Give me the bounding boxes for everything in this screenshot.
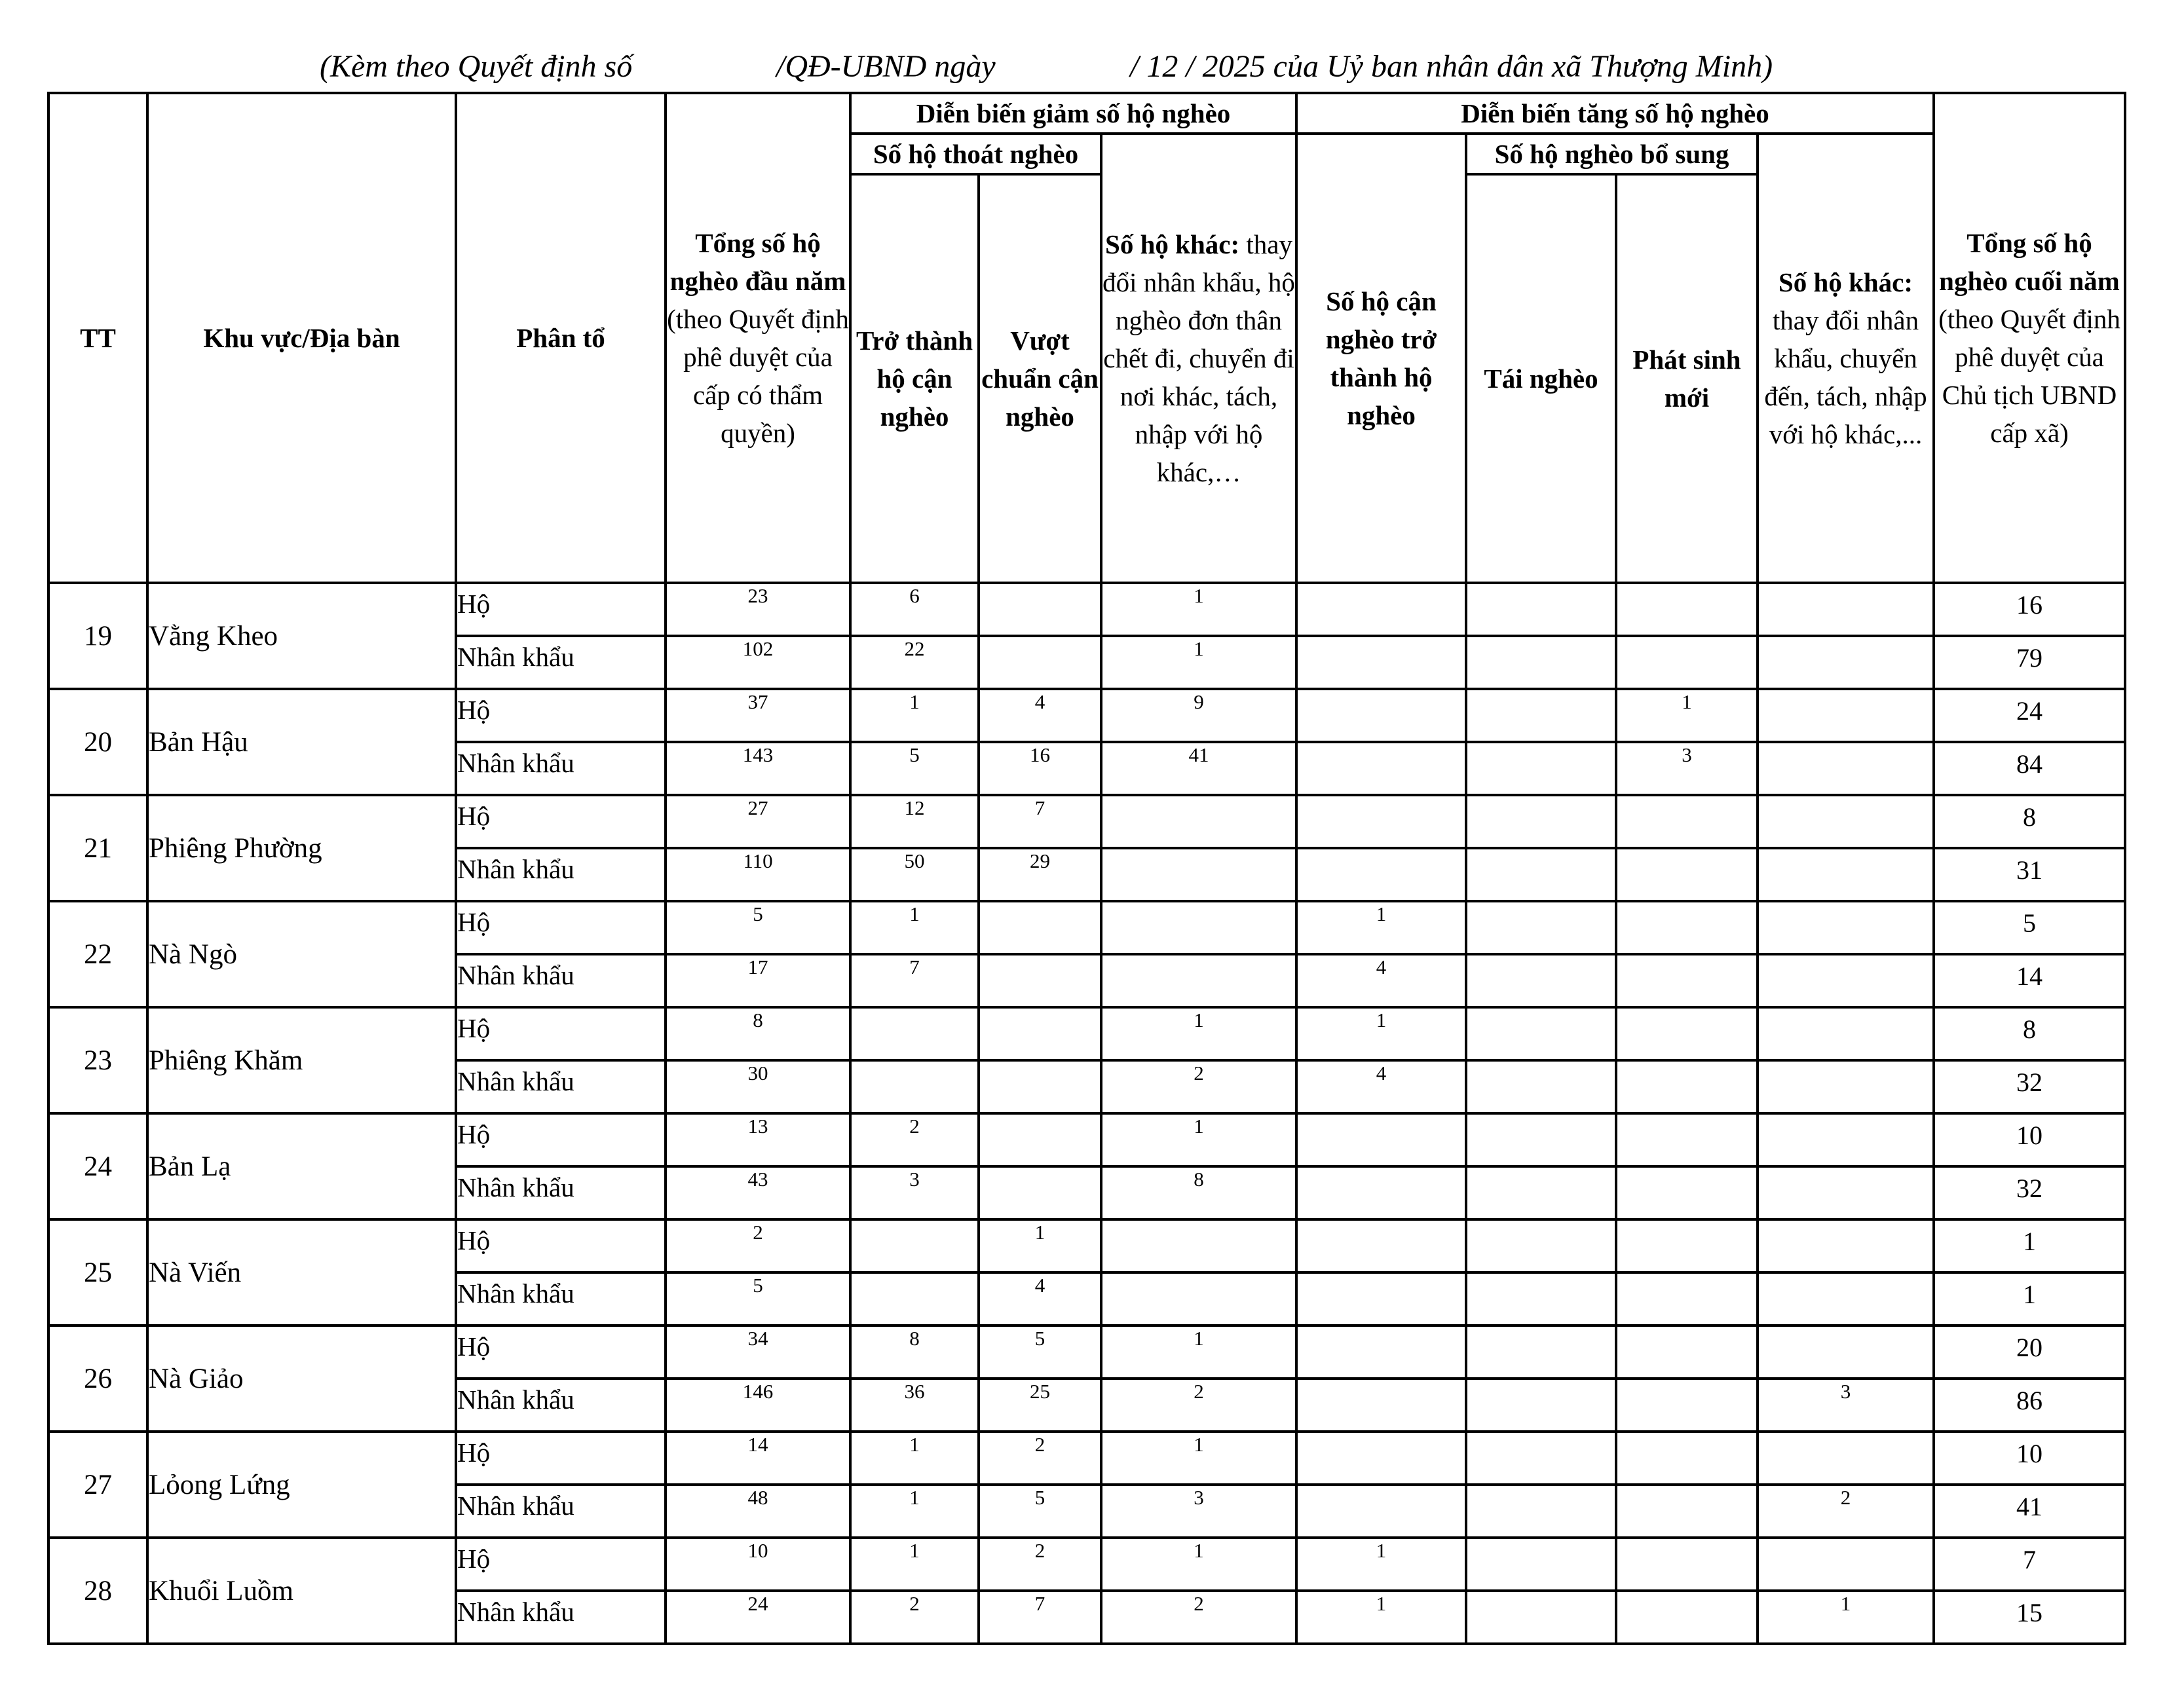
cell-value (1616, 1060, 1758, 1113)
cell-value: 143 (666, 742, 850, 795)
caption-part-decision: (Kèm theo Quyết định số (320, 49, 633, 84)
cell-tt: 22 (48, 901, 147, 1007)
cell-value: 41 (1934, 1485, 2125, 1538)
cell-value: 2 (850, 1591, 979, 1644)
cell-value (1758, 689, 1934, 742)
cell-value: 1 (1101, 1432, 1296, 1485)
cell-value: 3 (1101, 1485, 1296, 1538)
cell-value: 2 (979, 1538, 1101, 1591)
cell-value: 1 (1296, 1007, 1466, 1060)
cell-value: 4 (979, 689, 1101, 742)
cell-value: 16 (1934, 583, 2125, 636)
cell-value: 15 (1934, 1591, 2125, 1644)
cell-value (1616, 1591, 1758, 1644)
cell-value (1466, 954, 1616, 1007)
table-row-ho (48, 1432, 2125, 1485)
cell-value (979, 1166, 1101, 1219)
header-decrease-group: Diễn biến giảm số hộ nghèo (850, 93, 1296, 134)
cell-value: 1 (1758, 1591, 1934, 1644)
cell-value (1758, 1060, 1934, 1113)
cell-value (1758, 954, 1934, 1007)
cell-phan-to-ho: Hộ (456, 1432, 666, 1485)
cell-phan-to-ho: Hộ (456, 1113, 666, 1166)
document-caption (0, 47, 2184, 93)
cell-value (850, 1272, 979, 1326)
cell-value (1296, 1272, 1466, 1326)
cell-value: 1 (1101, 1538, 1296, 1591)
cell-value (1466, 1485, 1616, 1538)
cell-value: 30 (666, 1060, 850, 1113)
cell-value (1466, 1219, 1616, 1272)
cell-value (1616, 1113, 1758, 1166)
table-header (48, 93, 2125, 583)
cell-value: 29 (979, 848, 1101, 901)
cell-value: 1 (1296, 1538, 1466, 1591)
cell-value (1296, 742, 1466, 795)
cell-value: 102 (666, 636, 850, 689)
cell-value: 24 (666, 1591, 850, 1644)
cell-value (1466, 1272, 1616, 1326)
cell-tt: 24 (48, 1113, 147, 1219)
cell-value (1616, 1219, 1758, 1272)
header-phan-to: Phân tổ (456, 93, 666, 583)
cell-value (979, 1007, 1101, 1060)
cell-value (1616, 954, 1758, 1007)
cell-value: 34 (666, 1326, 850, 1379)
cell-value (1296, 636, 1466, 689)
cell-value (1466, 636, 1616, 689)
cell-value (1616, 1007, 1758, 1060)
cell-phan-to-nhan-khau: Nhân khẩu (456, 1485, 666, 1538)
cell-value (1616, 1485, 1758, 1538)
table-row-ho (48, 795, 2125, 848)
cell-value (850, 1060, 979, 1113)
cell-value (1101, 795, 1296, 848)
cell-value (1466, 1432, 1616, 1485)
cell-value (1616, 1379, 1758, 1432)
cell-phan-to-ho: Hộ (456, 901, 666, 954)
caption-part-qd: /QĐ-UBND ngày (776, 49, 996, 84)
cell-value (979, 583, 1101, 636)
cell-value: 84 (1934, 742, 2125, 795)
cell-value (1616, 1538, 1758, 1591)
cell-value (1758, 848, 1934, 901)
cell-value: 1 (1934, 1272, 2125, 1326)
cell-phan-to-nhan-khau: Nhân khẩu (456, 1379, 666, 1432)
table-row-ho (48, 689, 2125, 742)
poverty-table (47, 92, 2126, 1645)
header-end-total-note: (theo Quyết định phê duyệt của Chủ tịch UBND cấp xã) (1938, 304, 2120, 448)
cell-tt: 19 (48, 583, 147, 689)
cell-value (1616, 1166, 1758, 1219)
cell-value: 4 (1296, 954, 1466, 1007)
cell-value (1296, 1326, 1466, 1379)
cell-value (1758, 1007, 1934, 1060)
cell-tt: 26 (48, 1326, 147, 1432)
header-increase-group: Diễn biến tăng số hộ nghèo (1296, 93, 1934, 134)
cell-value (1466, 1166, 1616, 1219)
cell-value: 16 (979, 742, 1101, 795)
header-added-group: Số hộ nghèo bổ sung (1466, 134, 1758, 174)
header-decrease-other-note: thay đổi nhân khẩu, hộ nghèo đơn thân chết đi, chuyển đi nơi khác, tách, nhập với hộ khác,… (1102, 229, 1295, 487)
cell-value (1296, 1113, 1466, 1166)
cell-value (1758, 1326, 1934, 1379)
cell-value: 1 (979, 1219, 1101, 1272)
cell-value (1616, 795, 1758, 848)
cell-phan-to-ho: Hộ (456, 795, 666, 848)
cell-value (1466, 795, 1616, 848)
cell-phan-to-ho: Hộ (456, 1007, 666, 1060)
cell-value: 12 (850, 795, 979, 848)
cell-value: 8 (1934, 1007, 2125, 1060)
cell-value: 7 (1934, 1538, 2125, 1591)
cell-value: 2 (979, 1432, 1101, 1485)
header-increase-other (1758, 134, 1934, 583)
cell-value: 32 (1934, 1166, 2125, 1219)
cell-value (1616, 636, 1758, 689)
cell-tt: 25 (48, 1219, 147, 1326)
cell-value (1616, 901, 1758, 954)
cell-value (850, 1219, 979, 1272)
cell-phan-to-nhan-khau: Nhân khẩu (456, 1166, 666, 1219)
cell-value (1616, 583, 1758, 636)
table-body (48, 583, 2125, 1644)
cell-value (850, 1007, 979, 1060)
cell-value (979, 901, 1101, 954)
cell-value (1466, 1060, 1616, 1113)
cell-value (1296, 583, 1466, 636)
cell-value: 2 (1101, 1591, 1296, 1644)
cell-phan-to-nhan-khau: Nhân khẩu (456, 742, 666, 795)
cell-phan-to-nhan-khau: Nhân khẩu (456, 848, 666, 901)
cell-value: 1 (850, 1538, 979, 1591)
cell-value: 1 (850, 1485, 979, 1538)
cell-value (1466, 689, 1616, 742)
cell-value (979, 636, 1101, 689)
cell-value: 2 (1758, 1485, 1934, 1538)
header-increase-other-bold: Số hộ khác: (1778, 267, 1913, 297)
cell-value (1758, 795, 1934, 848)
cell-value: 41 (1101, 742, 1296, 795)
cell-value: 23 (666, 583, 850, 636)
cell-area: Vằng Kheo (147, 583, 456, 689)
header-end-total (1934, 93, 2125, 583)
header-end-total-bold: Tổng số hộ nghèo cuối năm (1939, 228, 2120, 296)
cell-value: 1 (850, 901, 979, 954)
cell-value (979, 1113, 1101, 1166)
cell-area: Phiêng Phường (147, 795, 456, 901)
cell-value (1296, 795, 1466, 848)
cell-value (1616, 848, 1758, 901)
cell-value (1101, 1219, 1296, 1272)
cell-value: 6 (850, 583, 979, 636)
header-new-poor: Phát sinh mới (1616, 174, 1758, 583)
cell-value (1296, 1432, 1466, 1485)
cell-value: 110 (666, 848, 850, 901)
cell-value: 3 (850, 1166, 979, 1219)
cell-value: 7 (979, 795, 1101, 848)
cell-value: 10 (1934, 1113, 2125, 1166)
cell-value: 2 (850, 1113, 979, 1166)
cell-area: Phiêng Khăm (147, 1007, 456, 1113)
cell-value (1758, 636, 1934, 689)
cell-value: 24 (1934, 689, 2125, 742)
cell-value (1758, 1166, 1934, 1219)
cell-value (1466, 848, 1616, 901)
cell-value (1466, 583, 1616, 636)
header-to-near-poor: Trở thành hộ cận nghèo (850, 174, 979, 583)
header-start-total-bold: Tổng số hộ nghèo đầu năm (669, 228, 846, 296)
cell-phan-to-nhan-khau: Nhân khẩu (456, 1060, 666, 1113)
cell-value (979, 954, 1101, 1007)
cell-value (1466, 1538, 1616, 1591)
cell-value: 8 (1101, 1166, 1296, 1219)
header-start-total-note: (theo Quyết định phê duyệt của cấp có thẩm quyền) (667, 304, 849, 448)
caption-part-date: / 12 / 2025 của Uỷ ban nhân dân xã Thượng Minh) (1130, 49, 1773, 84)
header-near-to-poor: Số hộ cận nghèo trở thành hộ nghèo (1296, 134, 1466, 583)
table-row-ho (48, 1007, 2125, 1060)
cell-phan-to-ho: Hộ (456, 1538, 666, 1591)
cell-value: 1 (1101, 1326, 1296, 1379)
header-start-total (666, 93, 850, 583)
cell-value (1296, 1219, 1466, 1272)
header-area: Khu vực/Địa bàn (147, 93, 456, 583)
cell-area: Lỏong Lứng (147, 1432, 456, 1538)
cell-value: 1 (1101, 636, 1296, 689)
cell-value (979, 1060, 1101, 1113)
cell-area: Khuổi Luồm (147, 1538, 456, 1644)
table-row-ho (48, 1326, 2125, 1379)
cell-phan-to-ho: Hộ (456, 1326, 666, 1379)
cell-value: 14 (666, 1432, 850, 1485)
cell-value (1101, 901, 1296, 954)
cell-phan-to-nhan-khau: Nhân khẩu (456, 636, 666, 689)
header-increase-other-note: thay đổi nhân khẩu, chuyển đến, tách, nhập với hộ khác,... (1764, 305, 1927, 449)
cell-value (1758, 901, 1934, 954)
table-row-ho (48, 1113, 2125, 1166)
cell-value: 50 (850, 848, 979, 901)
cell-value: 2 (1101, 1379, 1296, 1432)
cell-value: 5 (666, 1272, 850, 1326)
cell-value: 146 (666, 1379, 850, 1432)
cell-value: 5 (979, 1326, 1101, 1379)
cell-value: 1 (1101, 1113, 1296, 1166)
cell-value: 3 (1616, 742, 1758, 795)
cell-tt: 28 (48, 1538, 147, 1644)
cell-value: 1 (1296, 901, 1466, 954)
cell-value: 5 (1934, 901, 2125, 954)
cell-value (1296, 1166, 1466, 1219)
header-tt: TT (48, 93, 147, 583)
cell-value: 8 (850, 1326, 979, 1379)
cell-phan-to-ho: Hộ (456, 689, 666, 742)
cell-value: 48 (666, 1485, 850, 1538)
cell-value (1758, 1113, 1934, 1166)
cell-value: 36 (850, 1379, 979, 1432)
cell-value: 79 (1934, 636, 2125, 689)
cell-value (1466, 1326, 1616, 1379)
cell-value: 5 (850, 742, 979, 795)
cell-tt: 20 (48, 689, 147, 795)
cell-value (1466, 742, 1616, 795)
cell-value: 5 (666, 901, 850, 954)
cell-area: Bản Hậu (147, 689, 456, 795)
cell-value (1466, 1113, 1616, 1166)
cell-value: 37 (666, 689, 850, 742)
header-escaped-group: Số hộ thoát nghèo (850, 134, 1101, 174)
cell-value: 10 (1934, 1432, 2125, 1485)
cell-value: 27 (666, 795, 850, 848)
cell-value (1758, 1538, 1934, 1591)
cell-value (1616, 1272, 1758, 1326)
cell-value: 10 (666, 1538, 850, 1591)
cell-value: 14 (1934, 954, 2125, 1007)
cell-value (1758, 1272, 1934, 1326)
cell-value: 1 (850, 689, 979, 742)
cell-value: 4 (1296, 1060, 1466, 1113)
cell-value (1466, 901, 1616, 954)
cell-value (1296, 689, 1466, 742)
cell-value: 1 (1296, 1591, 1466, 1644)
header-re-poor: Tái nghèo (1466, 174, 1616, 583)
cell-value: 7 (850, 954, 979, 1007)
cell-value: 13 (666, 1113, 850, 1166)
cell-tt: 23 (48, 1007, 147, 1113)
cell-value (1758, 1219, 1934, 1272)
cell-tt: 27 (48, 1432, 147, 1538)
cell-value: 7 (979, 1591, 1101, 1644)
cell-value: 86 (1934, 1379, 2125, 1432)
cell-tt: 21 (48, 795, 147, 901)
cell-area: Nà Viến (147, 1219, 456, 1326)
cell-phan-to-nhan-khau: Nhân khẩu (456, 954, 666, 1007)
cell-phan-to-nhan-khau: Nhân khẩu (456, 1272, 666, 1326)
table-row-ho (48, 901, 2125, 954)
cell-value: 2 (1101, 1060, 1296, 1113)
cell-value: 1 (1101, 583, 1296, 636)
cell-value: 5 (979, 1485, 1101, 1538)
cell-phan-to-nhan-khau: Nhân khẩu (456, 1591, 666, 1644)
cell-value: 1 (1934, 1219, 2125, 1272)
cell-value: 22 (850, 636, 979, 689)
header-decrease-other (1101, 134, 1296, 583)
cell-phan-to-ho: Hộ (456, 1219, 666, 1272)
cell-phan-to-ho: Hộ (456, 583, 666, 636)
cell-value: 1 (1616, 689, 1758, 742)
cell-value: 20 (1934, 1326, 2125, 1379)
cell-value: 8 (666, 1007, 850, 1060)
cell-value (1101, 1272, 1296, 1326)
cell-value: 3 (1758, 1379, 1934, 1432)
header-above-near-poor: Vượt chuẩn cận nghèo (979, 174, 1101, 583)
table-row-ho (48, 1538, 2125, 1591)
cell-value: 32 (1934, 1060, 2125, 1113)
cell-value: 4 (979, 1272, 1101, 1326)
header-decrease-other-bold: Số hộ khác: (1105, 229, 1240, 259)
cell-value (1466, 1007, 1616, 1060)
cell-value: 9 (1101, 689, 1296, 742)
cell-value (1296, 1485, 1466, 1538)
cell-value (1758, 1432, 1934, 1485)
cell-value: 1 (850, 1432, 979, 1485)
cell-area: Nà Giảo (147, 1326, 456, 1432)
cell-value (1101, 848, 1296, 901)
cell-value (1101, 954, 1296, 1007)
cell-value: 31 (1934, 848, 2125, 901)
table-row-ho (48, 583, 2125, 636)
cell-value (1296, 1379, 1466, 1432)
cell-value: 1 (1101, 1007, 1296, 1060)
table-row-ho (48, 1219, 2125, 1272)
cell-value (1758, 583, 1934, 636)
cell-value: 17 (666, 954, 850, 1007)
cell-area: Nà Ngò (147, 901, 456, 1007)
cell-value (1466, 1591, 1616, 1644)
cell-value (1616, 1326, 1758, 1379)
cell-value: 43 (666, 1166, 850, 1219)
cell-value (1466, 1379, 1616, 1432)
cell-value: 25 (979, 1379, 1101, 1432)
cell-value: 2 (666, 1219, 850, 1272)
cell-area: Bản Lạ (147, 1113, 456, 1219)
cell-value (1758, 742, 1934, 795)
cell-value (1616, 1432, 1758, 1485)
cell-value (1296, 848, 1466, 901)
cell-value: 8 (1934, 795, 2125, 848)
